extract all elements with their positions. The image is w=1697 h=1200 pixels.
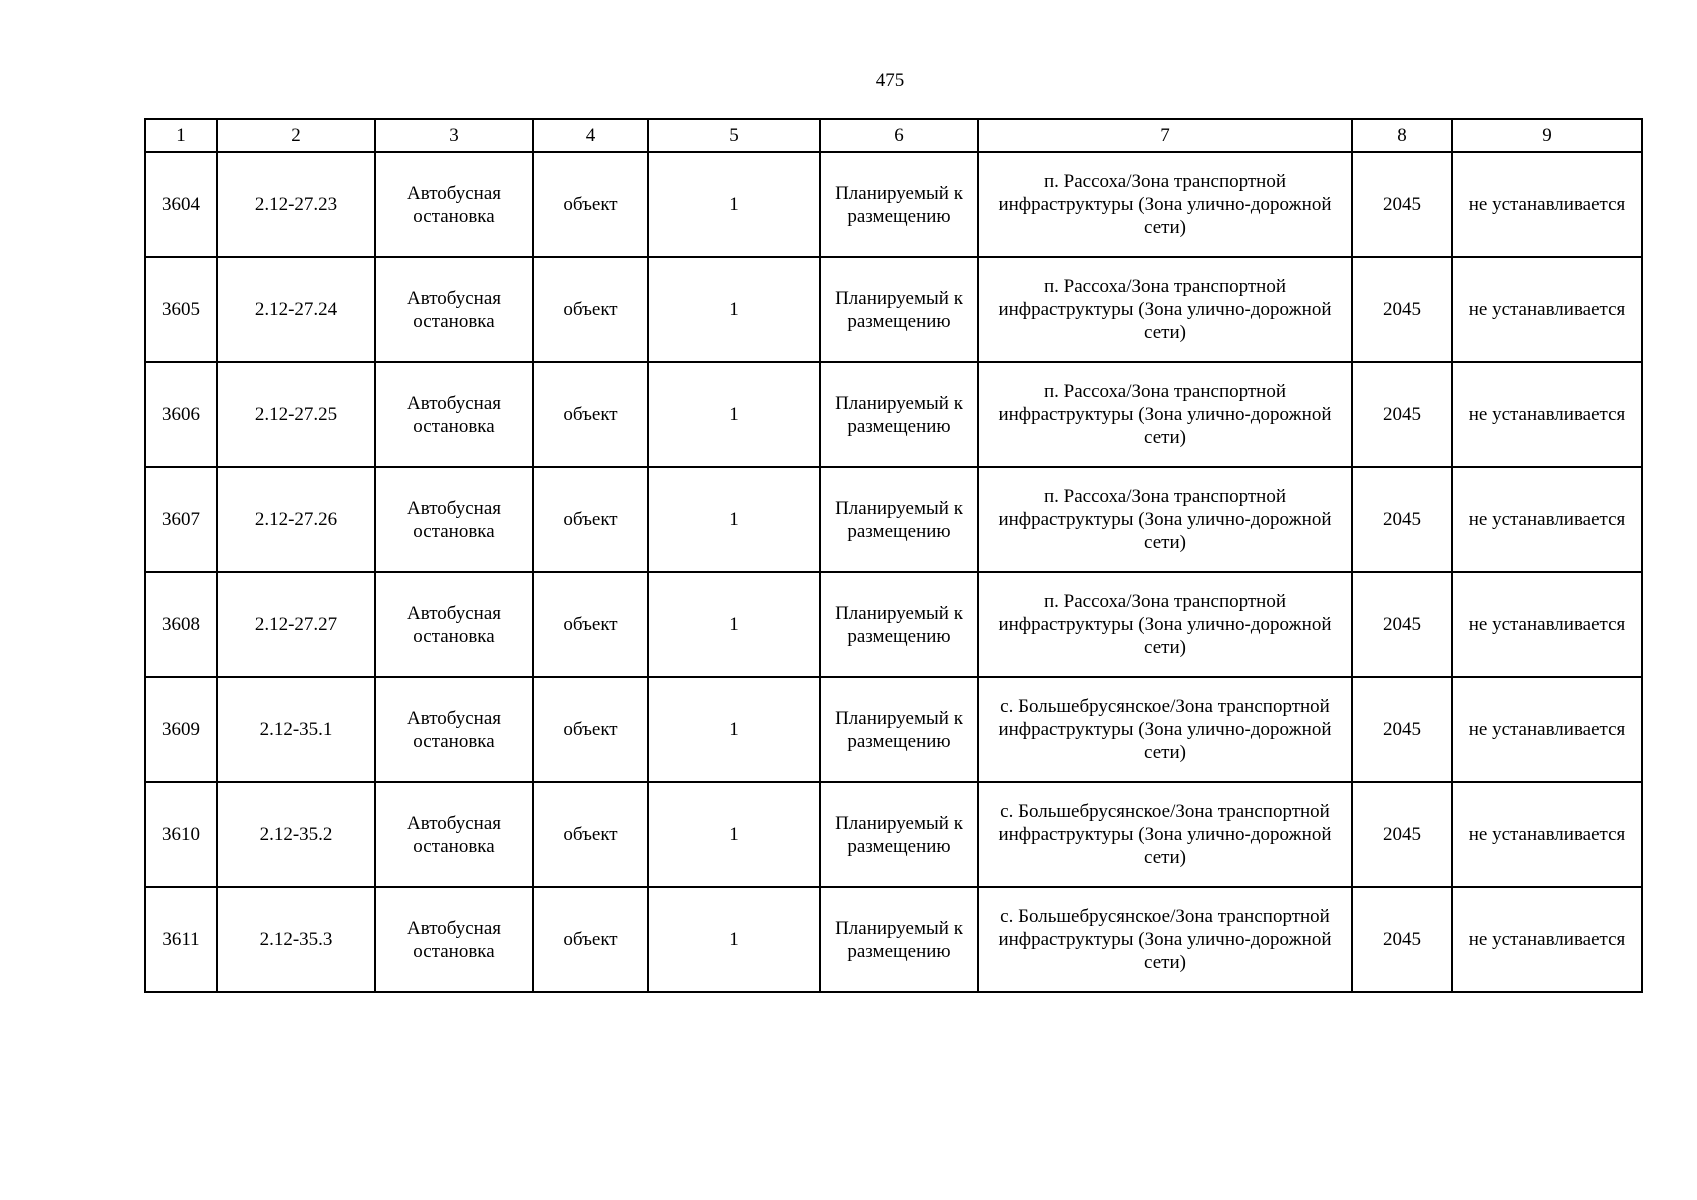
column-header: 9 <box>1452 119 1642 152</box>
cell-unit: объект <box>533 782 648 887</box>
column-header: 5 <box>648 119 820 152</box>
cell-location: с. Большебрусянское/Зона транспортной инфраструктуры (Зона улично-дорожной сети) <box>978 887 1352 992</box>
cell-location: п. Рассоха/Зона транспортной инфраструктуры (Зона улично-дорожной сети) <box>978 362 1352 467</box>
table-row <box>145 572 1642 677</box>
table-row <box>145 152 1642 257</box>
column-header: 3 <box>375 119 533 152</box>
cell-status: Планируемый к размещению <box>820 887 978 992</box>
cell-row-number: 3607 <box>145 467 217 572</box>
table-row <box>145 887 1642 992</box>
cell-zone-restriction: не устанавливается <box>1452 782 1642 887</box>
cell-object-code: 2.12-35.1 <box>217 677 375 782</box>
cell-row-number: 3611 <box>145 887 217 992</box>
cell-row-number: 3604 <box>145 152 217 257</box>
cell-year: 2045 <box>1352 887 1452 992</box>
cell-location: п. Рассоха/Зона транспортной инфраструктуры (Зона улично-дорожной сети) <box>978 572 1352 677</box>
cell-object-code: 2.12-27.26 <box>217 467 375 572</box>
cell-location: п. Рассоха/Зона транспортной инфраструктуры (Зона улично-дорожной сети) <box>978 152 1352 257</box>
cell-status: Планируемый к размещению <box>820 467 978 572</box>
column-header: 6 <box>820 119 978 152</box>
cell-object-name: Автобусная остановка <box>375 782 533 887</box>
cell-status: Планируемый к размещению <box>820 362 978 467</box>
cell-status: Планируемый к размещению <box>820 257 978 362</box>
cell-unit: объект <box>533 362 648 467</box>
cell-status: Планируемый к размещению <box>820 677 978 782</box>
cell-object-code: 2.12-27.27 <box>217 572 375 677</box>
cell-object-name: Автобусная остановка <box>375 257 533 362</box>
cell-quantity: 1 <box>648 467 820 572</box>
cell-row-number: 3605 <box>145 257 217 362</box>
cell-quantity: 1 <box>648 782 820 887</box>
table-row <box>145 782 1642 887</box>
cell-object-code: 2.12-35.3 <box>217 887 375 992</box>
cell-year: 2045 <box>1352 257 1452 362</box>
cell-unit: объект <box>533 677 648 782</box>
cell-zone-restriction: не устанавливается <box>1452 467 1642 572</box>
cell-zone-restriction: не устанавливается <box>1452 677 1642 782</box>
cell-year: 2045 <box>1352 152 1452 257</box>
column-header: 4 <box>533 119 648 152</box>
cell-quantity: 1 <box>648 572 820 677</box>
data-table <box>144 118 1643 993</box>
table-header-row <box>145 119 1642 152</box>
cell-zone-restriction: не устанавливается <box>1452 362 1642 467</box>
cell-object-code: 2.12-27.23 <box>217 152 375 257</box>
table-row <box>145 257 1642 362</box>
cell-object-name: Автобусная остановка <box>375 677 533 782</box>
cell-zone-restriction: не устанавливается <box>1452 257 1642 362</box>
table-row <box>145 362 1642 467</box>
cell-row-number: 3608 <box>145 572 217 677</box>
column-header: 7 <box>978 119 1352 152</box>
cell-zone-restriction: не устанавливается <box>1452 152 1642 257</box>
cell-location: с. Большебрусянское/Зона транспортной инфраструктуры (Зона улично-дорожной сети) <box>978 677 1352 782</box>
cell-unit: объект <box>533 467 648 572</box>
cell-quantity: 1 <box>648 677 820 782</box>
cell-quantity: 1 <box>648 257 820 362</box>
cell-quantity: 1 <box>648 152 820 257</box>
column-header: 2 <box>217 119 375 152</box>
cell-location: п. Рассоха/Зона транспортной инфраструктуры (Зона улично-дорожной сети) <box>978 257 1352 362</box>
cell-zone-restriction: не устанавливается <box>1452 572 1642 677</box>
cell-quantity: 1 <box>648 362 820 467</box>
cell-row-number: 3609 <box>145 677 217 782</box>
cell-location: с. Большебрусянское/Зона транспортной инфраструктуры (Зона улично-дорожной сети) <box>978 782 1352 887</box>
table-row <box>145 677 1642 782</box>
table-body <box>145 119 1642 992</box>
column-header: 1 <box>145 119 217 152</box>
cell-row-number: 3606 <box>145 362 217 467</box>
cell-status: Планируемый к размещению <box>820 152 978 257</box>
page-number: 475 <box>875 70 905 91</box>
cell-object-name: Автобусная остановка <box>375 572 533 677</box>
cell-object-name: Автобусная остановка <box>375 887 533 992</box>
cell-object-name: Автобусная остановка <box>375 467 533 572</box>
cell-status: Планируемый к размещению <box>820 782 978 887</box>
cell-zone-restriction: не устанавливается <box>1452 887 1642 992</box>
cell-unit: объект <box>533 887 648 992</box>
cell-unit: объект <box>533 257 648 362</box>
cell-unit: объект <box>533 152 648 257</box>
cell-year: 2045 <box>1352 467 1452 572</box>
cell-object-code: 2.12-27.24 <box>217 257 375 362</box>
cell-year: 2045 <box>1352 572 1452 677</box>
cell-status: Планируемый к размещению <box>820 572 978 677</box>
cell-quantity: 1 <box>648 887 820 992</box>
cell-year: 2045 <box>1352 362 1452 467</box>
cell-object-name: Автобусная остановка <box>375 362 533 467</box>
column-header: 8 <box>1352 119 1452 152</box>
cell-year: 2045 <box>1352 782 1452 887</box>
cell-object-code: 2.12-35.2 <box>217 782 375 887</box>
cell-object-code: 2.12-27.25 <box>217 362 375 467</box>
cell-location: п. Рассоха/Зона транспортной инфраструктуры (Зона улично-дорожной сети) <box>978 467 1352 572</box>
cell-object-name: Автобусная остановка <box>375 152 533 257</box>
cell-unit: объект <box>533 572 648 677</box>
table-row <box>145 467 1642 572</box>
cell-year: 2045 <box>1352 677 1452 782</box>
cell-row-number: 3610 <box>145 782 217 887</box>
